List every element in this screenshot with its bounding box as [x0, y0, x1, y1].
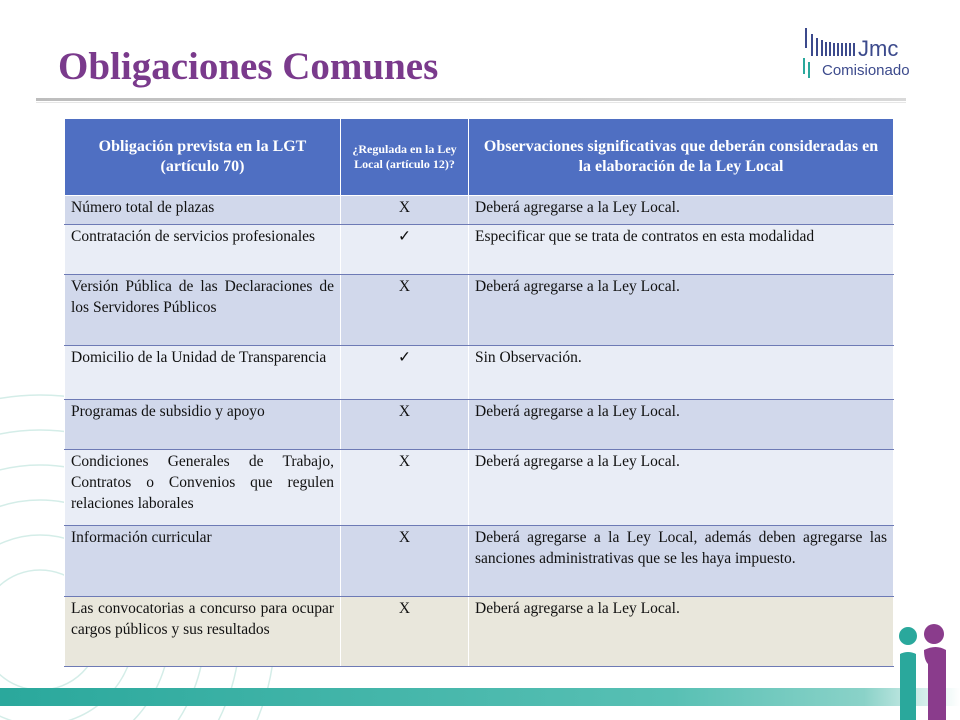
- title-divider-shadow: [36, 102, 906, 103]
- title-divider: [36, 98, 906, 101]
- table-row: [65, 275, 894, 346]
- regulated-cell: X: [341, 275, 469, 346]
- regulated-cell: X: [341, 450, 469, 526]
- logo-subtitle: Comisionado: [822, 62, 910, 79]
- observation-cell: Deberá agregarse a la Ley Local.: [469, 450, 894, 526]
- observation-cell: Deberá agregarse a la Ley Local.: [469, 275, 894, 346]
- page-title: Obligaciones Comunes: [58, 45, 439, 88]
- header-regulated: ¿Regulada en la Ley Local (artículo 12)?: [341, 119, 469, 196]
- obligation-cell: Número total de plazas: [65, 196, 341, 225]
- obligation-cell: Condiciones Generales de Trabajo, Contratos o Convenios que regulen relaciones laborales: [65, 450, 341, 526]
- logo-name: Jmc: [858, 36, 899, 61]
- table-row: [65, 196, 894, 225]
- obligation-cell: Programas de subsidio y apoyo: [65, 400, 341, 450]
- regulated-cell: X: [341, 526, 469, 597]
- regulated-cell: X: [341, 400, 469, 450]
- header-observations: Observaciones significativas que deberán consideradas en la elaboración de la Ley Local: [469, 119, 894, 196]
- obligation-cell: Información curricular: [65, 526, 341, 597]
- obligations-table: [64, 118, 894, 667]
- bottom-accent-bar: [0, 688, 960, 706]
- observation-cell: Deberá agregarse a la Ley Local, además deben agregarse las sanciones administrativas que se les haya impuesto.: [469, 526, 894, 597]
- obligation-cell: Versión Pública de las Declaraciones de los Servidores Públicos: [65, 275, 341, 346]
- table-row: [65, 225, 894, 275]
- table-row: [65, 450, 894, 526]
- table-row: [65, 400, 894, 450]
- observation-cell: Sin Observación.: [469, 346, 894, 400]
- ii-brand-icon: [894, 620, 954, 720]
- obligation-cell: Las convocatorias a concurso para ocupar cargos públicos y sus resultados: [65, 597, 341, 667]
- regulated-cell: X: [341, 597, 469, 667]
- regulated-cell: X: [341, 196, 469, 225]
- table-header-row: [65, 119, 894, 196]
- obligation-cell: Contratación de servicios profesionales: [65, 225, 341, 275]
- obligation-cell: Domicilio de la Unidad de Transparencia: [65, 346, 341, 400]
- observation-cell: Deberá agregarse a la Ley Local.: [469, 597, 894, 667]
- table-row: [65, 346, 894, 400]
- table-row: [65, 597, 894, 667]
- observation-cell: Deberá agregarse a la Ley Local.: [469, 196, 894, 225]
- header-obligation: Obligación prevista en la LGT (artículo 70): [65, 119, 341, 196]
- regulated-cell: ✓: [341, 346, 469, 400]
- observation-cell: Especificar que se trata de contratos en esta modalidad: [469, 225, 894, 275]
- table-row: [65, 526, 894, 597]
- observation-cell: Deberá agregarse a la Ley Local.: [469, 400, 894, 450]
- regulated-cell: ✓: [341, 225, 469, 275]
